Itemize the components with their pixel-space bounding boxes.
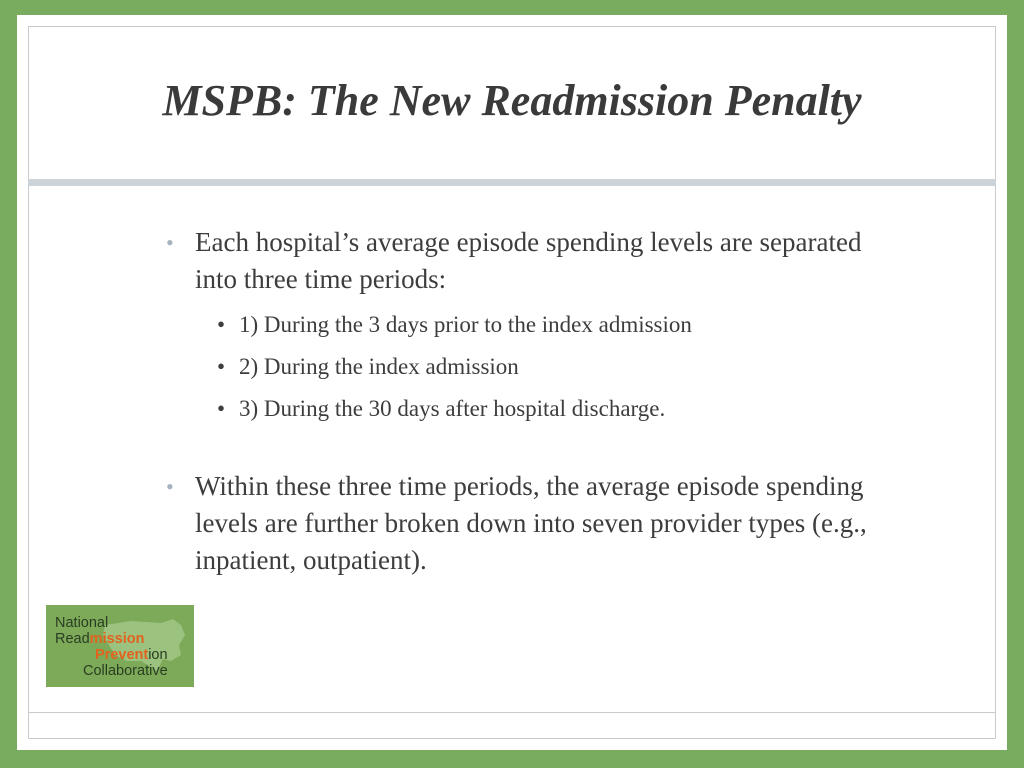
logo-ion: ion	[148, 647, 168, 663]
logo-mission: mission	[89, 631, 145, 647]
logo-read: Read	[55, 631, 90, 647]
logo-line-prevention	[95, 647, 168, 663]
slide-content	[161, 224, 901, 579]
bullet-2-text: Within these three time periods, the average episode spending levels are further broken down into seven provider types (e.g., inpatient, outpatient).	[195, 471, 867, 575]
footer-divider	[28, 712, 996, 713]
subbullet-1	[161, 310, 901, 340]
title-divider	[28, 179, 996, 186]
subbullet-dot: •	[217, 354, 226, 379]
logo-prevent: Prevent	[95, 647, 149, 663]
subbullet-dot: •	[217, 312, 226, 337]
bullet-1-text: Each hospital’s average episode spending levels are separated into three time periods:	[195, 227, 862, 294]
bullet-dot: •	[166, 474, 174, 499]
subbullet-3	[161, 394, 901, 424]
bullet-2	[161, 468, 901, 579]
subbullet-2	[161, 352, 901, 382]
nrpc-logo	[46, 605, 194, 687]
subbullet-dot: •	[217, 396, 226, 421]
bullet-1	[161, 224, 901, 298]
slide-title: MSPB: The New Readmission Penalty	[162, 76, 862, 125]
subbullet-3-text: 3) During the 30 days after hospital discharge.	[239, 396, 666, 421]
logo-line-national: National	[55, 615, 109, 631]
subbullet-2-text: 2) During the index admission	[239, 354, 519, 379]
logo-line-readmission	[55, 631, 144, 647]
subbullet-1-text: 1) During the 3 days prior to the index admission	[239, 312, 692, 337]
slide	[17, 15, 1007, 750]
logo-line-collaborative: Collaborative	[83, 663, 168, 679]
bullet-dot: •	[166, 230, 174, 255]
